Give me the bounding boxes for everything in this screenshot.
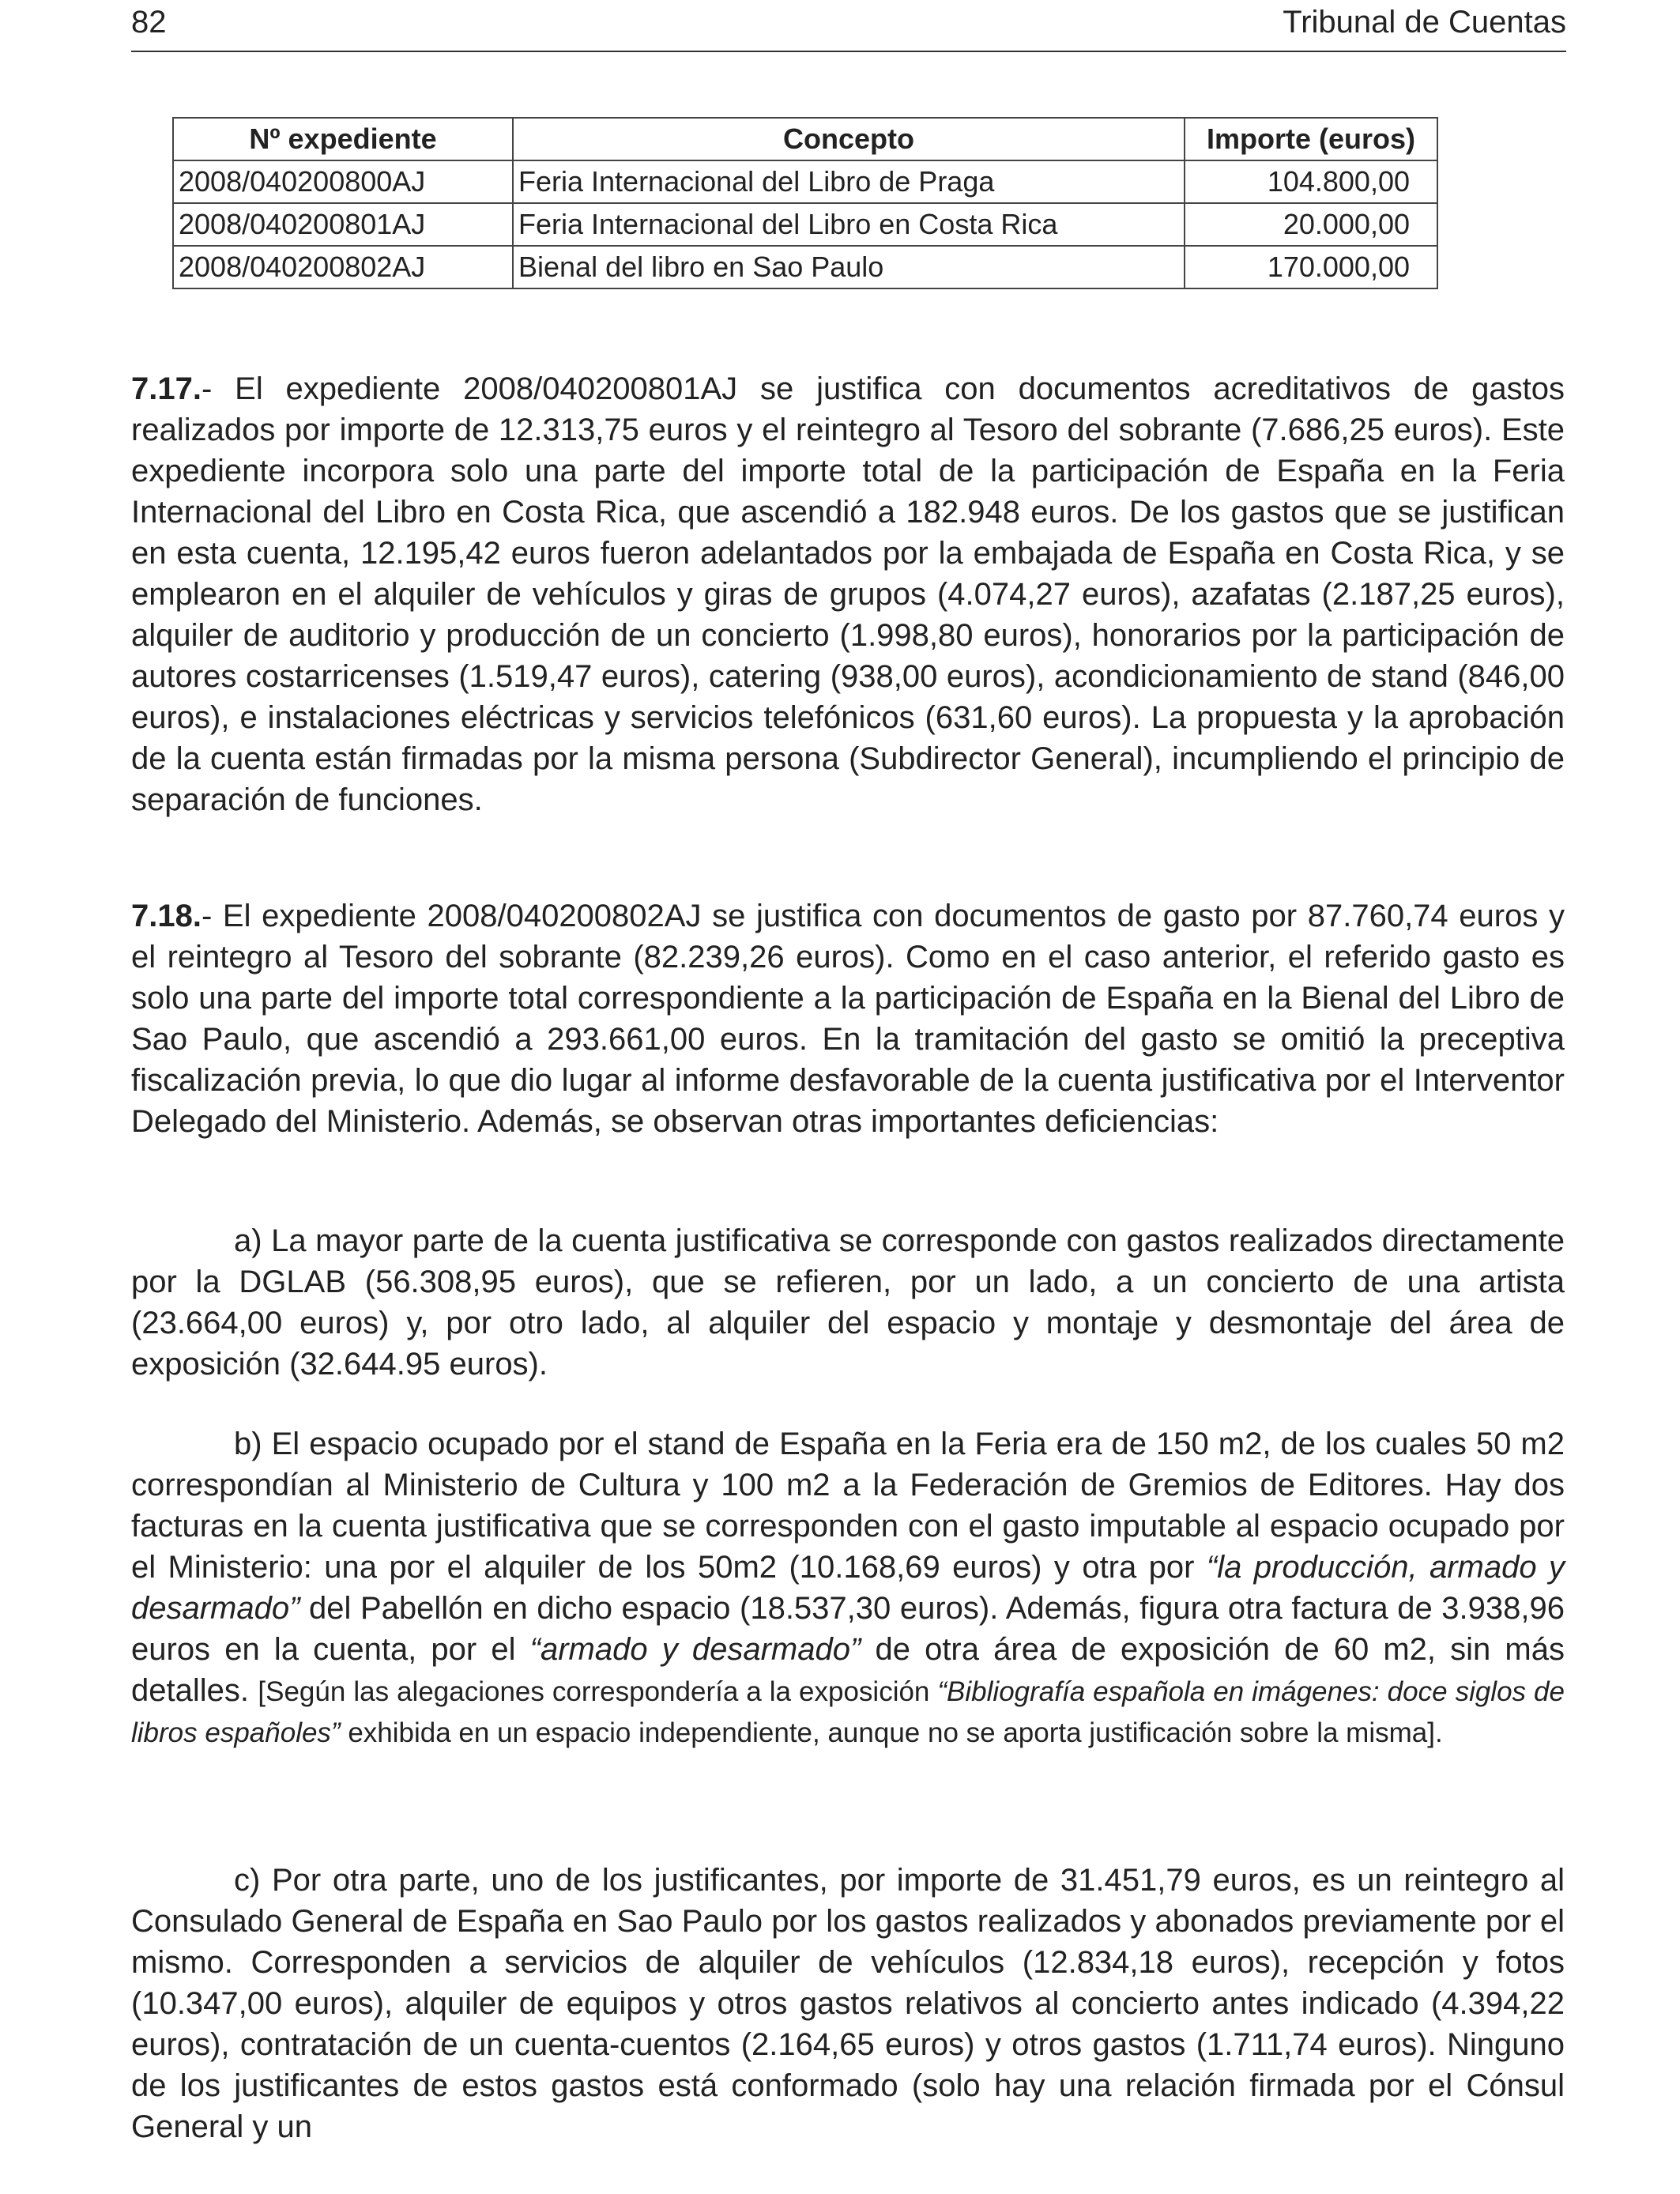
page-header	[131, 3, 1566, 52]
expedientes-table	[172, 117, 1438, 289]
paragraph-text: - El expediente 2008/040200801AJ se justifica con documentos acreditativos de gastos realizados por importe de 12.313,75 euros y el reintegro al Tesoro del sobrante (7.686,25 euros). Este expediente incorpora solo una parte del importe total de la participación de España en la Feria Internacional del Libro en Costa Rica, que ascendió a 182.948 euros. De los gastos que se justifican en esta cuenta, 12.195,42 euros fueron adelantados por la embajada de España en Costa Rica, y se emplearon en el alquiler de vehículos y giras de grupos (4.074,27 euros), azafatas (2.187,25 euros), alquiler de auditorio y producción de un concierto (1.998,80 euros), honorarios por la participación de autores costarricenses (1.519,47 euros), catering (938,00 euros), acondicionamiento de stand (846,00 euros), e instalaciones eléctricas y servicios telefónicos (631,60 euros). La propuesta y la aprobación de la cuenta están firmadas por la misma persona (Subdirector General), incumpliendo el principio de separación de funciones.	[131, 371, 1565, 817]
section-7-18	[131, 895, 1565, 1142]
item-c	[131, 1860, 1565, 2147]
item-b	[131, 1423, 1565, 1752]
paragraph: c) Por otra parte, uno de los justificantes, por importe de 31.451,79 euros, es un reintegro al Consulado General de España en Sao Paulo por los gastos realizados y abonados previamente por el mismo. Corresponden a servicios de alquiler de vehículos (12.834,18 euros), recepción y fotos (10.347,00 euros), alquiler de equipos y otros gastos relativos al concierto antes indicado (4.394,22 euros), contratación de un cuenta-cuentos (2.164,65 euros) y otros gastos (1.711,74 euros). Ninguno de los justificantes de estos gastos está conformado (solo hay una relación firmada por el Cónsul General y un	[131, 1863, 1565, 2144]
importe-cell: 104.800,00	[1185, 160, 1437, 203]
concepto-cell: Feria Internacional del Libro de Praga	[513, 160, 1185, 203]
allegation-note	[131, 1676, 1565, 1748]
column-header: Importe (euros)	[1185, 118, 1437, 160]
expediente-cell: 2008/040200800AJ	[173, 160, 513, 203]
paragraph: a) La mayor parte de la cuenta justificativa se corresponde con gastos realizados directamente por la DGLAB (56.308,95 euros), que se refieren, por un lado, a un concierto de una artista (23.664,00 euros) y, por otro lado, al alquiler del espacio y montaje y desmontaje del área de exposición (32.644.95 euros).	[131, 1223, 1565, 1382]
quoted-text: “Bibliografía española en imágenes: doce siglos de libros españoles”	[131, 1676, 1565, 1748]
importe-cell: 170.000,00	[1185, 246, 1437, 288]
paragraph	[131, 895, 1565, 1142]
section-7-17	[131, 368, 1565, 820]
concepto-cell: Bienal del libro en Sao Paulo	[513, 246, 1185, 288]
paragraph-text: - El expediente 2008/040200802AJ se justifica con documentos de gasto por 87.760,74 euros y el reintegro al Tesoro del sobrante (82.239,26 euros). Como en el caso anterior, el referido gasto es solo una parte del importe total correspondiente a la participación de España en la Bienal del Libro de Sao Paulo, que ascendió a 293.661,00 euros. En la tramitación del gasto se omitió la preceptiva fiscalización previa, lo que dio lugar al informe desfavorable de la cuenta justificativa por el Interventor Delegado del Ministerio. Además, se observan otras importantes deficiencias:	[131, 899, 1565, 1139]
expediente-cell: 2008/040200802AJ	[173, 246, 513, 288]
column-header: Nº expediente	[173, 118, 513, 160]
quoted-text: “armado y desarmado”	[529, 1632, 861, 1667]
importe-cell: 20.000,00	[1185, 203, 1437, 246]
table-row	[173, 203, 1437, 246]
table-header-row	[173, 118, 1437, 160]
paragraph-text: de otra área de exposición de 60 m2, sin más detalles.	[131, 1632, 1565, 1708]
header-title: Tribunal de Cuentas	[1283, 5, 1566, 40]
note-text: [Según las alegaciones correspondería a la exposición	[258, 1676, 938, 1707]
concepto-cell: Feria Internacional del Libro en Costa Rica	[513, 203, 1185, 246]
paragraph-text: b) El espacio ocupado por el stand de España en la Feria era de 150 m2, de los cuales 50 m2 correspondían al Ministerio de Cultura y 100 m2 a la Federación de Gremios de Editores. Hay dos facturas en la cuenta justificativa que se corresponden con el gasto imputable al espacio ocupado por el Ministerio: una por el alquiler de los 50m2 (10.168,69 euros) y otra por	[131, 1427, 1565, 1585]
note-text: exhibida en un espacio independiente, aunque no se aporta justificación sobre la misma].	[340, 1717, 1443, 1748]
table-row	[173, 246, 1437, 288]
table-row	[173, 160, 1437, 203]
paragraph	[131, 1423, 1565, 1752]
page-number: 82	[131, 5, 167, 40]
expediente-cell: 2008/040200801AJ	[173, 203, 513, 246]
quoted-text: “la producción, armado y desarmado”	[131, 1550, 1565, 1626]
item-a	[131, 1220, 1565, 1385]
column-header: Concepto	[513, 118, 1185, 160]
paragraph	[131, 368, 1565, 820]
paragraph-text: del Pabellón en dicho espacio (18.537,30 euros). Además, figura otra factura de 3.938,96 euros en la cuenta, por el	[131, 1591, 1565, 1667]
section-number: 7.17.	[131, 371, 202, 406]
section-number: 7.18.	[131, 899, 202, 933]
